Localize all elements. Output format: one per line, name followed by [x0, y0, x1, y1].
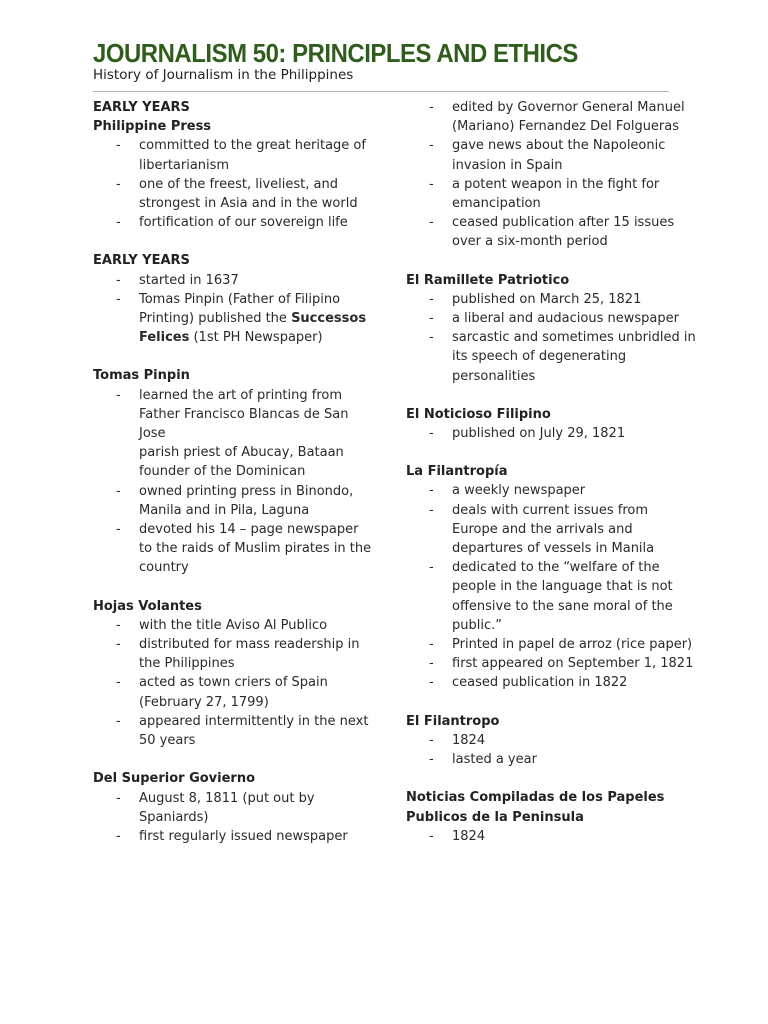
list-item: - 1824: [452, 731, 696, 750]
list-item: - lasted a year: [452, 750, 696, 769]
left-column: [93, 98, 373, 865]
section-heading: EARLY YEARS: [93, 253, 190, 269]
list-item: - published on March 25, 1821: [452, 290, 696, 309]
bullet-list: [93, 386, 373, 578]
list-item: - sarcastic and sometimes unbridled in its speech of degenerating personalities: [452, 328, 696, 386]
list-item: - a potent weapon in the fight for emancipation: [452, 175, 696, 213]
list-item-continuation: parish priest of Abucay, Bataan: [139, 445, 344, 461]
list-item: - one of the freest, liveliest, and strongest in Asia and in the world: [139, 175, 373, 213]
bullet-list: [406, 731, 696, 769]
list-item: - Printed in papel de arroz (rice paper): [452, 635, 696, 654]
list-item: - published on July 29, 1821: [452, 424, 696, 443]
bullet-list: [406, 290, 696, 386]
section-el-filantropo: [406, 712, 696, 770]
list-item: [139, 290, 373, 348]
section-continued: [406, 98, 696, 252]
list-item: - fortification of our sovereign life: [139, 213, 373, 232]
section-early-years-press: [93, 98, 373, 232]
header-divider: [93, 91, 669, 92]
list-item: - started in 1637: [139, 271, 373, 290]
bullet-list: [93, 789, 373, 847]
section-noticias-compiladas: [406, 788, 696, 846]
list-item: - a liberal and audacious newspaper: [452, 309, 696, 328]
list-item: - owned printing press in Binondo, Manila and in Pila, Laguna: [139, 482, 373, 520]
list-item: - first appeared on September 1, 1821: [452, 654, 696, 673]
section-el-noticioso-filipino: [406, 405, 696, 443]
list-item: - ceased publication after 15 issues over a six-month period: [452, 213, 696, 251]
section-del-superior-govierno: [93, 769, 373, 846]
newspaper-name: Successos Felices: [139, 311, 367, 346]
section-heading: Hojas Volantes: [93, 598, 202, 614]
section-la-filantropia: [406, 462, 696, 692]
section-heading: Del Superior Govierno: [93, 771, 256, 787]
list-item: - committed to the great heritage of libertarianism: [139, 136, 373, 174]
list-item: - acted as town criers of Spain (February 27, 1799): [139, 673, 373, 711]
section-early-years-printing: [93, 251, 373, 347]
section-heading: El Noticioso Filipino: [406, 406, 551, 422]
subsection-heading: Philippine Press: [93, 119, 212, 135]
list-item-text: (1st PH Newspaper): [193, 330, 323, 346]
list-item-text: Tomas Pinpin (Father of Filipino Printing) published the: [139, 291, 341, 327]
list-item: - ceased publication in 1822: [452, 673, 696, 692]
section-el-ramillete-patriotico: [406, 271, 696, 386]
right-column: [406, 98, 696, 865]
section-heading: EARLY YEARS: [93, 100, 190, 115]
list-item: - August 8, 1811 (put out by Spaniards): [139, 789, 373, 827]
list-item: - deals with current issues from Europe and the arrivals and departures of vessels in Manila: [452, 501, 696, 559]
bullet-list: [93, 271, 373, 348]
section-heading: Noticias Compiladas de los Papeles Publicos de la Peninsula: [406, 790, 665, 825]
list-item: - gave news about the Napoleonic invasion in Spain: [452, 136, 696, 174]
list-item: - first regularly issued newspaper: [139, 827, 373, 846]
list-item: - learned the art of printing from Father Francisco Blancas de San Jose: [139, 386, 373, 444]
section-heading: El Filantropo: [406, 713, 500, 729]
document-subtitle: History of Journalism in the Philippines: [93, 67, 354, 83]
list-item: - dedicated to the “welfare of the people in the language that is not offensive to the sane moral of the public.”: [452, 558, 696, 635]
list-item: - 1824: [452, 827, 696, 846]
section-heading: Tomas Pinpin: [93, 368, 190, 384]
section-tomas-pinpin: [93, 366, 373, 577]
bullet-list: [93, 136, 373, 232]
bullet-list: [406, 424, 696, 443]
list-item: - a weekly newspaper: [452, 481, 696, 500]
bullet-list: [93, 616, 373, 750]
list-item: - distributed for mass readership in the Philippines: [139, 635, 373, 673]
section-heading: La Filantropía: [406, 464, 508, 480]
document-title: JOURNALISM 50: PRINCIPLES AND ETHICS: [93, 38, 578, 68]
bullet-list: [406, 98, 696, 252]
list-item: - devoted his 14 – page newspaper to the raids of Muslim pirates in the country: [139, 520, 373, 578]
bullet-list: [406, 827, 696, 846]
list-item-continuation: founder of the Dominican: [139, 464, 306, 480]
bullet-list: [406, 481, 696, 692]
list-item: - edited by Governor General Manuel (Mariano) Fernandez Del Folgueras: [452, 98, 696, 136]
section-heading: El Ramillete Patriotico: [406, 272, 570, 288]
list-item: - with the title Aviso Al Publico: [139, 616, 373, 635]
section-hojas-volantes: [93, 597, 373, 751]
list-item: - appeared intermittently in the next 50 years: [139, 712, 373, 750]
